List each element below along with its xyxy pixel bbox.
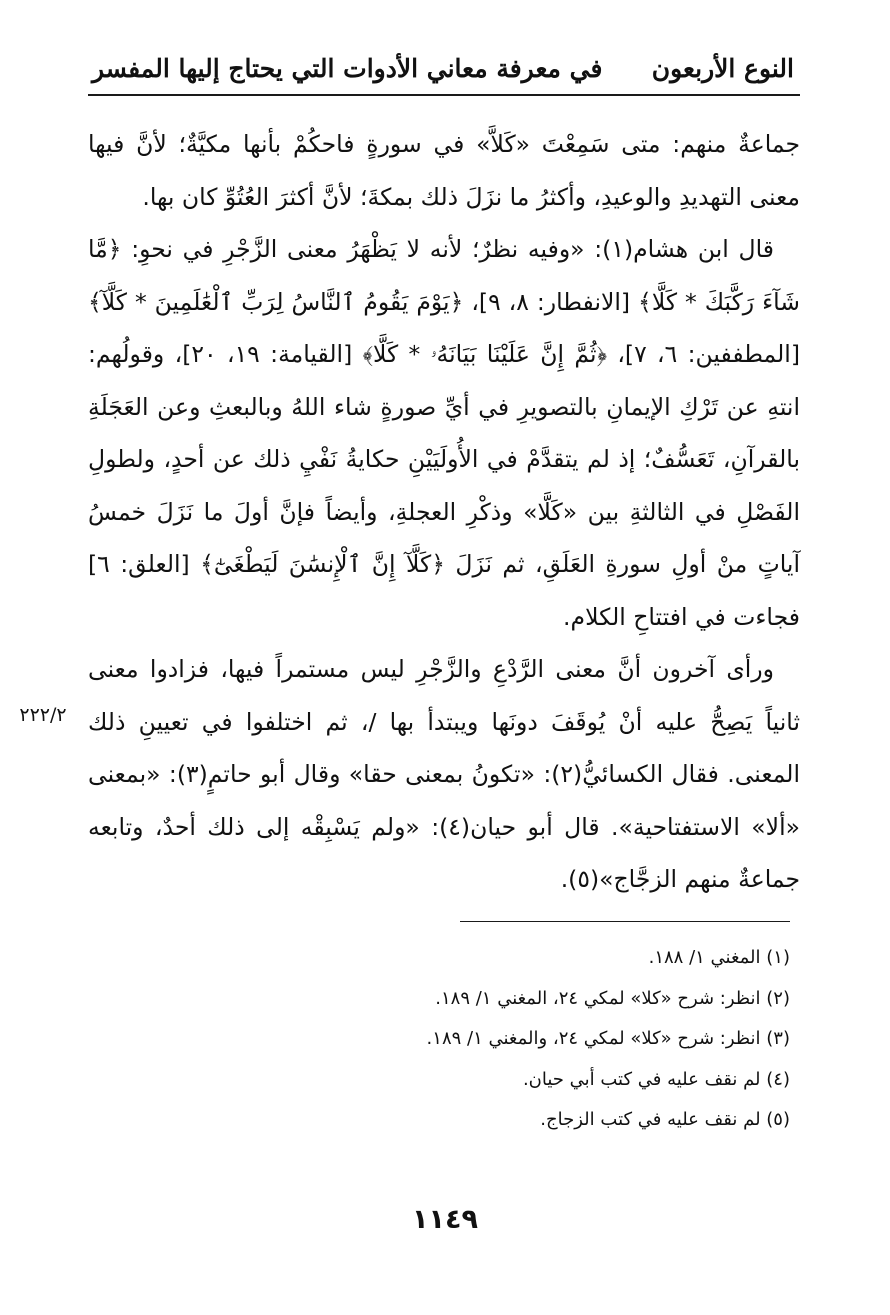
footnote: (٢) انظر: شرح «كلا» لمكي ٢٤، المغني ١/ ١٨٩. xyxy=(435,987,790,1009)
main-text xyxy=(88,118,800,906)
paragraph: ورأى آخرون أنَّ معنى الرَّدْعِ والزَّجْرِ ليس مستمراً فيها، فزادوا معنى ثانياً يَصِحُّ عليه أنْ يُوقَفَ دونَها ويبتدأ بها /، ثم اختلفوا في تعيينِ ذلك المعنى. فقال الكسائيُّ(٢): «تكونُ بمعنى حقا» وقال أبو حاتمٍ(٣): «بمعنى «ألا» الاستفتاحية». قال أبو حيان(٤): «ولم يَسْبِقْه إلى ذلك أحدٌ، وتابعه جماعةٌ منهم الزجَّاج»(٥). xyxy=(88,655,800,893)
running-title: في معرفة معاني الأدوات التي يحتاج إليها المفسر xyxy=(92,54,603,83)
paragraph: قال ابن هشام(١): «وفيه نظرٌ؛ لأنه لا يَظْهَرُ معنى الزَّجْرِ في نحوِ: ﴿مَّا شَآءَ رَكَّبَكَ * كَلَّا﴾ [الانفطار: ٨، ٩]، ﴿يَوْمَ يَقُومُ ٱلنَّاسُ لِرَبِّ ٱلْعَٰلَمِينَ * كَلَّآ﴾ [المطففين: ٦، ٧]، ﴿ثُمَّ إِنَّ عَلَيْنَا بَيَانَهُۥ * كَلَّا﴾ [القيامة: ١٩، ٢٠]، وقولُهم: انتهِ عن تَرْكِ الإيمانِ بالتصويرِ في أيِّ صورةٍ شاء اللهُ وبالبعثِ وعن العَجَلَةِ بالقرآنِ، تَعَسُّفٌ؛ إذ لم يتقدَّمْ في الأُولَيَيْنِ حكايةُ نَفْيِ ذلك عن أحدٍ، ولطولِ الفَصْلِ في الثالثةِ بين «كَلَّا» وذكْرِ العجلةِ، وأيضاً فإنَّ أولَ ما نَزَلَ خمسُ آياتٍ منْ أولِ سورةِ العَلَقِ، ثم نَزَلَ ﴿كَلَّآ إِنَّ ٱلْإِنسَٰنَ لَيَطْغَىٰٓ﴾ [العلق: ٦] فجاءت في افتتاحِ الكلام. xyxy=(88,235,800,631)
margin-reference: ٢٢٢/٢ xyxy=(19,704,67,726)
footnote: (١) المغني ١/ ١٨٨. xyxy=(648,947,790,968)
footnote: (٥) لم نقف عليه في كتب الزجاج. xyxy=(540,1109,790,1130)
paragraph: جماعةٌ منهم: متى سَمِعْتَ «كَلاَّ» في سورةٍ فاحكُمْ بأنها مكيَّةٌ؛ لأنَّ فيها معنى التهديدِ والوعيدِ، وأكثرُ ما نزَلَ ذلك بمكةَ؛ لأنَّ أكثرَ العُتُوِّ كان بها. xyxy=(88,130,800,211)
page-number: ١١٤٩ xyxy=(412,1204,478,1235)
footnotes xyxy=(130,938,790,1141)
footnote: (٣) انظر: شرح «كلا» لمكي ٢٤، والمغني ١/ ١٨٩. xyxy=(426,1028,790,1049)
page-header xyxy=(88,50,800,96)
chapter-title: النوع الأربعون xyxy=(651,54,794,83)
footnote-divider xyxy=(460,921,790,922)
footnote: (٤) لم نقف عليه في كتب أبي حيان. xyxy=(522,1068,790,1090)
